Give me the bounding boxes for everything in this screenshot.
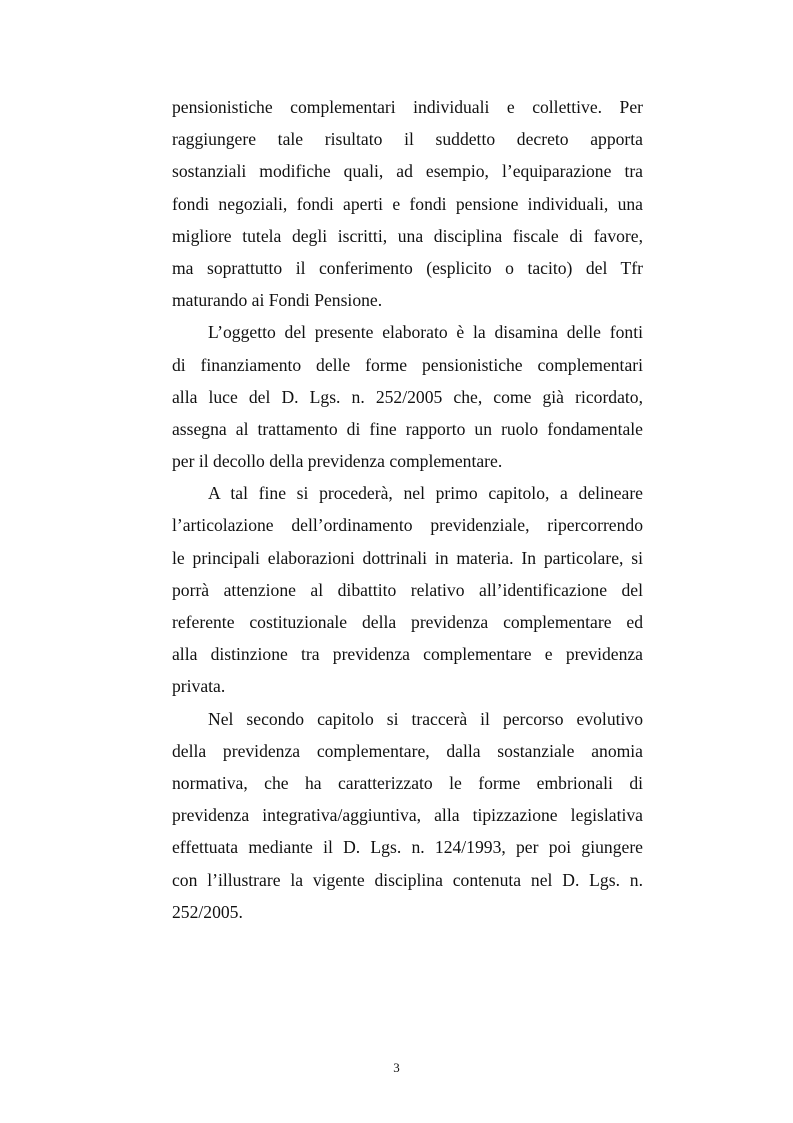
text-line: l’articolazione dell’ordinamento previdenziale, ripercorrendo <box>172 515 643 536</box>
text-line: fondi negoziali, fondi aperti e fondi pensione individuali, una <box>172 193 643 214</box>
text-line: per il decollo della previdenza complementare. <box>172 451 503 472</box>
text-line: alla luce del D. Lgs. n. 252/2005 che, come già ricordato, <box>172 386 643 407</box>
text-line: della previdenza complementare, dalla sostanziale anomia <box>172 740 643 761</box>
text-line: alla distinzione tra previdenza complementare e previdenza <box>172 644 643 665</box>
text-line: le principali elaborazioni dottrinali in materia. In particolare, si <box>172 547 643 568</box>
text-line: assegna al trattamento di fine rapporto un ruolo fondamentale <box>172 418 643 439</box>
text-line: A tal fine si procederà, nel primo capitolo, a delineare <box>208 483 643 504</box>
text-line: con l’illustrare la vigente disciplina contenuta nel D. Lgs. n. <box>172 869 643 890</box>
text-line: raggiungere tale risultato il suddetto decreto apporta <box>172 129 643 150</box>
text-line: referente costituzionale della previdenza complementare ed <box>172 612 643 632</box>
text-line: di finanziamento delle forme pensionistiche complementari <box>172 354 643 375</box>
text-line: 252/2005. <box>172 901 243 922</box>
text-line: normativa, che ha caratterizzato le forme embrionali di <box>172 772 643 793</box>
text-line: effettuata mediante il D. Lgs. n. 124/1993, per poi giungere <box>172 837 643 858</box>
text-line: pensionistiche complementari individuali e collettive. Per <box>172 97 643 117</box>
page-number: 3 <box>393 1060 400 1075</box>
paragraph <box>172 703 643 928</box>
text-line: maturando ai Fondi Pensione. <box>172 290 383 311</box>
text-line: Nel secondo capitolo si traccerà il percorso evolutivo <box>208 708 643 729</box>
text-line: porrà attenzione al dibattito relativo all’identificazione del <box>172 579 643 600</box>
paragraph <box>172 477 643 702</box>
text-line: previdenza integrativa/aggiuntiva, alla tipizzazione legislativa <box>172 805 643 826</box>
text-line: privata. <box>172 676 226 697</box>
paragraph <box>172 316 643 477</box>
text-line: sostanziali modifiche quali, ad esempio, l’equiparazione tra <box>172 161 643 182</box>
text-line: ma soprattutto il conferimento (esplicito o tacito) del Tfr <box>172 257 643 278</box>
paragraph <box>172 91 643 316</box>
text-line: L’oggetto del presente elaborato è la disamina delle fonti <box>208 322 643 343</box>
body-text <box>172 91 643 928</box>
text-line: migliore tutela degli iscritti, una disciplina fiscale di favore, <box>172 225 643 246</box>
